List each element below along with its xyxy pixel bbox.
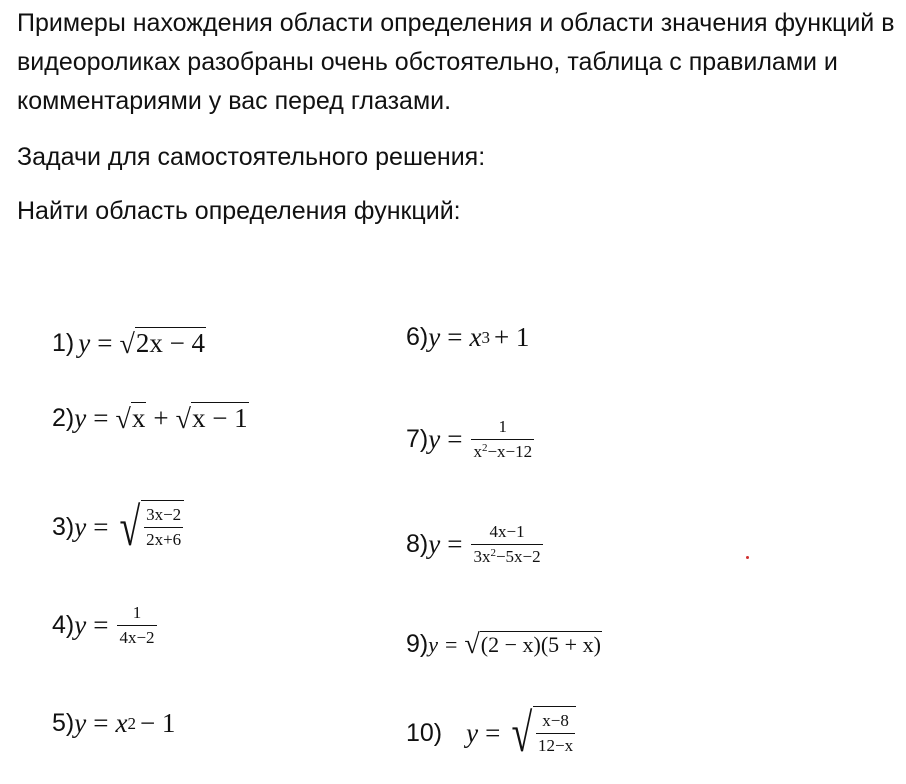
intro-paragraph: Примеры нахождения области определения и области значения функций в видеороликах разобраны очень обстоятельно, таблица с правилами и комментариями у вас перед глазами. <box>17 9 895 115</box>
formula <box>74 603 156 647</box>
formula <box>428 522 542 566</box>
fraction <box>117 603 156 647</box>
numerator: 3x−2 <box>146 505 182 525</box>
equals-sign: = <box>93 708 109 738</box>
fraction <box>471 522 542 566</box>
problem-number: 9) <box>406 630 429 658</box>
radicand: (2 − x)(5 + x) <box>480 632 601 657</box>
numerator: 4x−1 <box>489 522 525 541</box>
problem-5 <box>52 708 175 739</box>
square-root <box>507 703 576 763</box>
equals-sign: = <box>93 402 109 433</box>
formula: y = x 3 + 1 <box>428 322 530 352</box>
formula <box>428 417 534 461</box>
var-y: y <box>428 322 441 352</box>
var-x: x <box>115 708 128 738</box>
formula <box>428 628 602 660</box>
remainder: + 1 <box>493 322 530 352</box>
var-y: y <box>74 708 87 738</box>
equals-sign: = <box>93 511 109 542</box>
radical-sign: √ <box>119 497 141 557</box>
denominator: 4x−2 <box>117 625 156 648</box>
equals-sign: = <box>97 327 113 358</box>
equals-sign: = <box>485 717 501 748</box>
equals-sign: = <box>93 609 109 640</box>
problem-9 <box>406 630 602 659</box>
square-root <box>115 497 184 557</box>
problem-number: 2) <box>52 403 75 432</box>
problem-4 <box>52 603 157 647</box>
square-root <box>464 628 602 660</box>
var-y: y <box>428 528 441 559</box>
radical-sign: √ <box>511 703 533 763</box>
problem-number: 1) <box>52 328 75 357</box>
radicand: x <box>131 403 146 433</box>
radicand <box>533 706 576 760</box>
remainder: − 1 <box>139 708 176 738</box>
radical-sign: √ <box>115 404 131 435</box>
denominator: 2x+6 <box>144 527 183 550</box>
formula: y = x 2 − 1 <box>74 708 176 738</box>
problem-number: 7) <box>406 424 429 453</box>
denominator: 12−x <box>536 733 575 756</box>
problem-number: 4) <box>52 610 75 639</box>
numerator: x−8 <box>542 711 569 731</box>
equals-sign: = <box>447 528 463 559</box>
formula <box>74 327 206 359</box>
denominator: $x^2-x-12$ <box>471 439 534 462</box>
radical-sign: √ <box>119 329 135 360</box>
var-y: y <box>78 327 91 358</box>
denominator: $3x^2-5x-2$ <box>471 544 542 567</box>
var-y: y <box>74 402 87 433</box>
equals-sign: = <box>447 423 463 454</box>
var-x: x <box>469 322 482 352</box>
fraction <box>536 711 575 755</box>
instruction-text: Найти область определения функций: <box>17 197 461 225</box>
fraction <box>471 417 534 461</box>
plus-sign: + <box>153 402 169 433</box>
numerator: 1 <box>498 417 508 436</box>
var-y: y <box>74 511 87 542</box>
problem-10 <box>406 703 576 763</box>
square-root <box>176 402 249 434</box>
equals-sign: = <box>447 322 463 352</box>
square-root <box>115 402 146 434</box>
problem-2 <box>52 402 249 434</box>
var-y: y <box>428 423 441 454</box>
radicand <box>141 500 184 554</box>
task-heading: Задачи для самостоятельного решения: <box>17 143 486 171</box>
problem-number: 8) <box>406 529 429 558</box>
formula <box>74 497 184 557</box>
problem-6 <box>406 322 529 353</box>
problem-number: 10) <box>406 718 443 747</box>
numerator: 1 <box>132 603 142 622</box>
formula <box>466 703 576 763</box>
formula <box>74 402 248 434</box>
problem-8 <box>406 522 543 566</box>
radical-sign: √ <box>464 628 480 660</box>
problem-1 <box>52 327 206 359</box>
var-y: y <box>466 717 479 748</box>
stray-dot <box>746 556 749 559</box>
problem-3 <box>52 497 184 557</box>
problem-number: 5) <box>52 709 75 737</box>
problem-number: 3) <box>52 512 75 541</box>
problem-7 <box>406 417 534 461</box>
var-y: y <box>74 609 87 640</box>
equals-sign: = <box>445 631 458 657</box>
problem-number: 6) <box>406 323 429 351</box>
radical-sign: √ <box>175 404 191 435</box>
square-root <box>119 327 206 359</box>
radicand: x − 1 <box>191 403 248 433</box>
radicand: 2x − 4 <box>135 328 206 358</box>
fraction <box>144 505 183 549</box>
var-y: y <box>428 631 438 657</box>
